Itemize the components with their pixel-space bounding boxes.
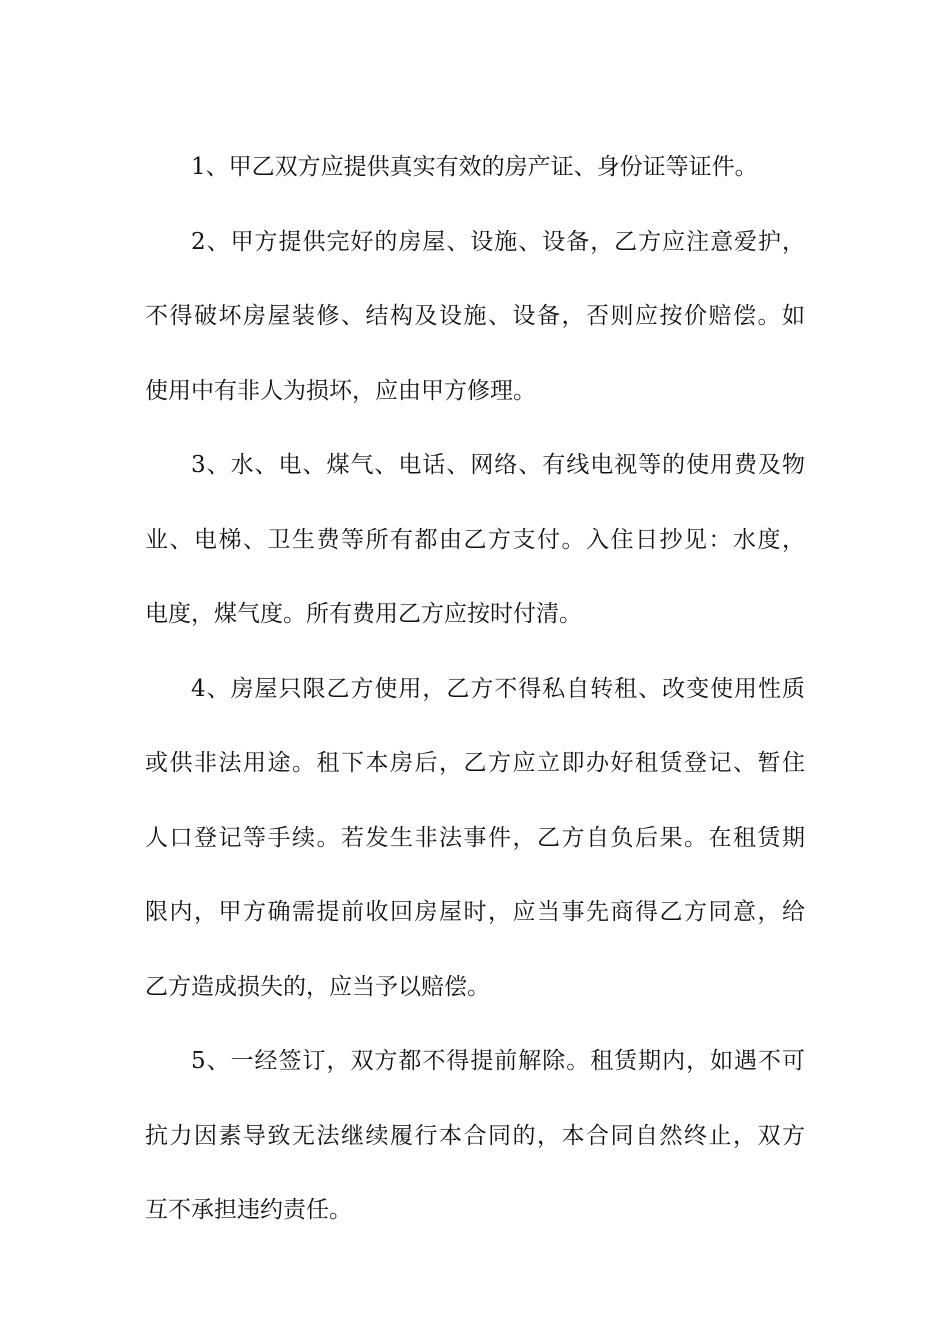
clause-line: 或供非法用途。租下本房后，乙方应立即办好租赁登记、暂住 (145, 750, 805, 776)
clause-line: 电度，煤气度。所有费用乙方应按时付清。 (145, 601, 582, 627)
clause-line: 4、房屋只限乙方使用，乙方不得私自转租、改变使用性质 (191, 675, 805, 702)
document-page (145, 130, 805, 1248)
clause-5 (145, 1024, 805, 1248)
clause-line: 不得破坏房屋装修、结构及设施、设备，否则应按价赔偿。如 (145, 303, 805, 329)
clause-1 (145, 130, 805, 205)
clause-line: 乙方造成损失的，应当予以赔偿。 (145, 973, 490, 1000)
clause-line: 互不承担违约责任。 (145, 1197, 352, 1223)
clause-line: 2、甲方提供完好的房屋、设施、设备，乙方应注意爱护， (191, 228, 805, 255)
clause-3 (145, 428, 805, 652)
clause-4 (145, 652, 805, 1025)
clause-2 (145, 205, 805, 429)
clause-line: 人口登记等手续。若发生非法事件，乙方自负后果。在租赁期 (145, 824, 805, 851)
clause-line: 5、一经签订，双方都不得提前解除。租赁期内，如遇不可 (191, 1048, 805, 1074)
clause-line: 限内，甲方确需提前收回房屋时，应当事先商得乙方同意，给 (145, 899, 805, 925)
clause-line: 3、水、电、煤气、电话、网络、有线电视等的使用费及物 (191, 452, 805, 478)
clause-line: 使用中有非人为损坏，应由甲方修理。 (145, 377, 536, 404)
clause-line: 抗力因素导致无法继续履行本合同的，本合同自然终止，双方 (145, 1122, 805, 1149)
clause-line: 业、电梯、卫生费等所有都由乙方支付。入住日抄见：水度， (145, 526, 805, 553)
clause-line: 1、甲乙双方应提供真实有效的房产证、身份证等证件。 (191, 154, 758, 180)
